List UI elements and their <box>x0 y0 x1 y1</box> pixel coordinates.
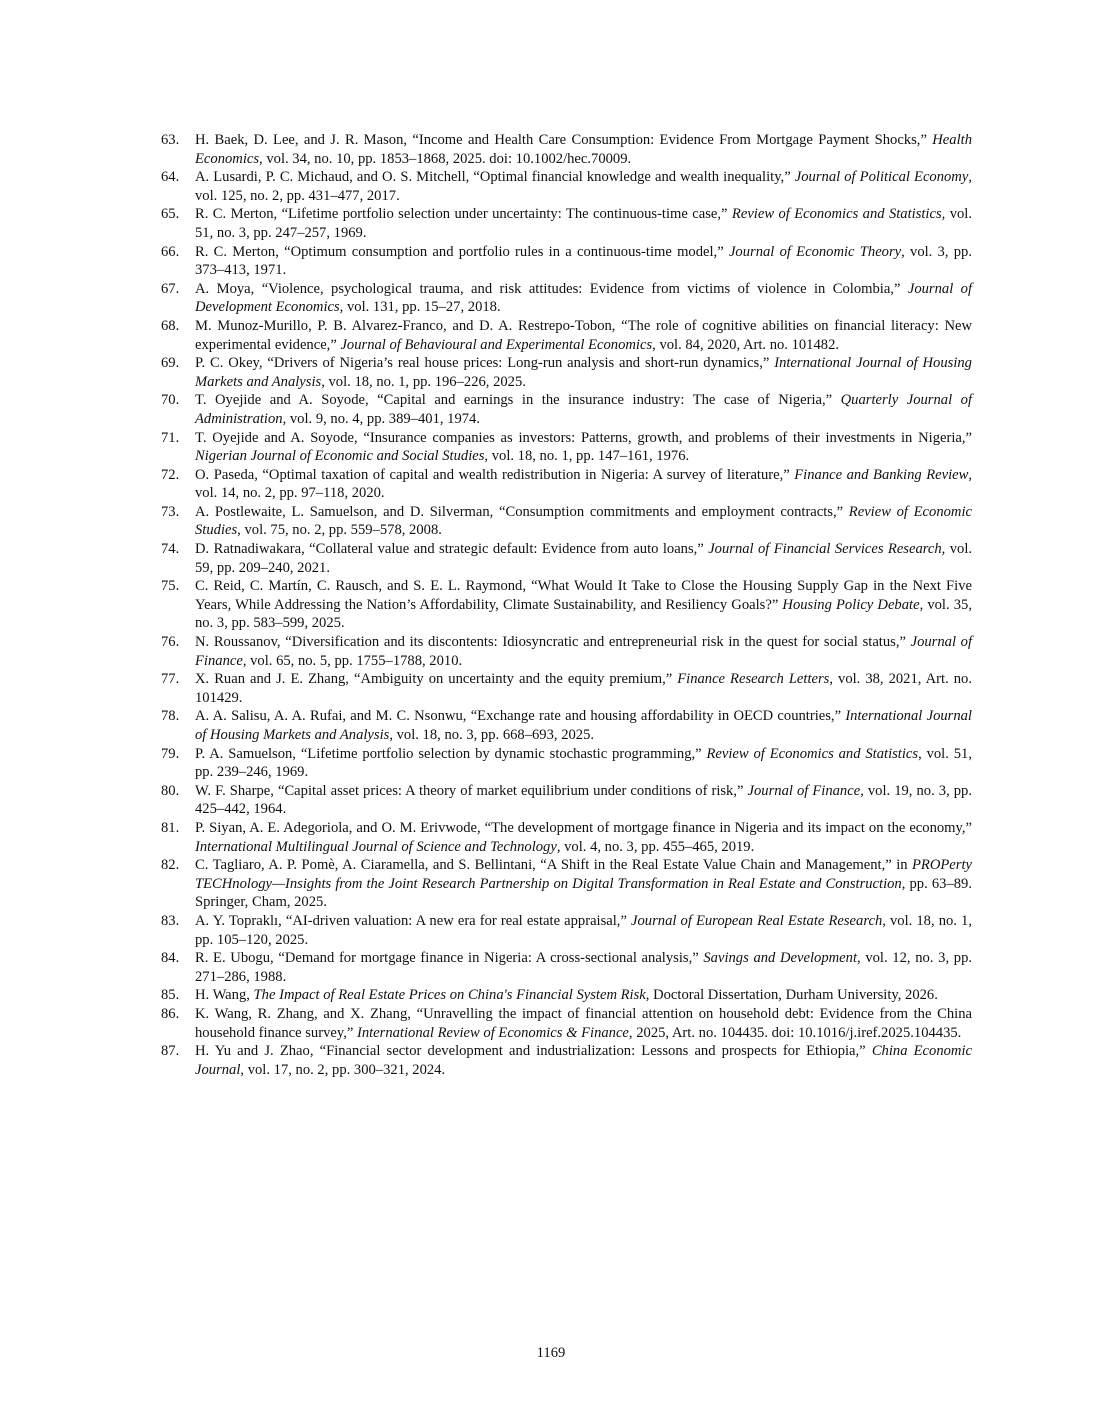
reference-text <box>195 541 972 576</box>
reference-text-segment: , vol. 18, no. 1, pp. 105–120, 2025. <box>195 912 972 948</box>
reference-text <box>195 820 972 855</box>
reference-text-segment: , vol. 65, no. 5, pp. 1755–1788, 2010. <box>242 652 463 669</box>
reference-source-title: Journal of Political Economy <box>794 169 969 186</box>
reference-text-segment: H. Baek, D. Lee, and J. R. Mason, “Income and Health Care Consumption: Evidence From Mortgage Payment Shocks,” <box>195 132 933 148</box>
reference-text-segment: , vol. 59, pp. 209–240, 2021. <box>195 541 973 576</box>
reference-text <box>195 857 972 910</box>
reference-source-title: Journal of European Real Estate Research <box>631 912 883 929</box>
reference-item <box>161 391 972 428</box>
reference-number: 72. <box>161 466 180 483</box>
reference-text-segment: , vol. 34, no. 10, pp. 1853–1868, 2025. doi: 10.1002/hec.70009. <box>259 150 632 167</box>
reference-source-title: Review of Economic Studies <box>195 503 972 539</box>
reference-text-segment: W. F. Sharpe, “Capital asset prices: A theory of market equilibrium under conditions of risk,” <box>195 782 748 799</box>
reference-item <box>161 912 972 949</box>
reference-source-title: International Multilingual Journal of Science and Technology <box>195 838 557 855</box>
reference-text-segment: T. Oyejide and A. Soyode, “Capital and earnings in the insurance industry: The case of Nigeria,” <box>195 392 841 409</box>
reference-item <box>161 633 972 670</box>
reference-source-title: Review of Economics and Statistics <box>706 745 919 762</box>
reference-text-segment: , vol. 14, no. 2, pp. 97–118, 2020. <box>195 466 972 502</box>
reference-text <box>195 578 972 631</box>
reference-text <box>195 392 972 427</box>
reference-text <box>195 430 972 465</box>
reference-text-segment: A. Y. Topraklı, “AI-driven valuation: A new era for real estate appraisal,” <box>195 912 632 929</box>
reference-text-segment: A. Moya, “Violence, psychological trauma, and risk attitudes: Evidence from victims of violence in Colombia,” <box>195 280 908 297</box>
reference-source-title: Journal of Finance <box>747 782 861 799</box>
reference-text-segment: , vol. 3, pp. 373–413, 1971. <box>195 243 972 279</box>
reference-number: 69. <box>161 355 180 372</box>
reference-text-segment: R. E. Ubogu, “Demand for mortgage finance in Nigeria: A cross-sectional analysis,” <box>195 950 704 967</box>
reference-text <box>195 169 972 204</box>
reference-item <box>161 168 972 205</box>
reference-text-segment: T. Oyejide and A. Soyode, “Insurance companies as investors: Patterns, growth, and problems of their investments in Nigeria,” <box>195 429 972 446</box>
reference-item <box>161 670 972 707</box>
reference-number: 70. <box>161 392 180 409</box>
reference-text-segment: , vol. 51, pp. 239–246, 1969. <box>195 745 972 781</box>
reference-text-segment: K. Wang, R. Zhang, and X. Zhang, “Unravelling the impact of financial attention on household debt: Evidence from the China household finance survey,” <box>195 1005 972 1041</box>
reference-text-segment: C. Tagliaro, A. P. Pomè, A. Ciaramella, and S. Bellintani, “A Shift in the Real Estate Value Chain and Management,” in <box>195 857 913 874</box>
reference-number: 79. <box>161 745 180 762</box>
reference-text-segment: P. C. Okey, “Drivers of Nigeria’s real house prices: Long-run analysis and short-run dynamics,” <box>195 355 775 372</box>
reference-number: 76. <box>161 634 180 651</box>
reference-text-segment: A. Lusardi, P. C. Michaud, and O. S. Mitchell, “Optimal financial knowledge and wealth inequality,” <box>195 169 795 186</box>
reference-item <box>161 577 972 633</box>
reference-number: 77. <box>161 671 180 688</box>
reference-text-segment: H. Wang, <box>195 987 254 1004</box>
reference-number: 87. <box>161 1043 180 1060</box>
reference-number: 75. <box>161 578 180 595</box>
reference-text-segment: , vol. 9, no. 4, pp. 389–401, 1974. <box>282 410 480 427</box>
page-number: 1169 <box>536 1345 566 1361</box>
reference-text-segment: , vol. 18, no. 3, pp. 668–693, 2025. <box>389 727 595 743</box>
reference-source-title: Journal of Finance <box>195 634 972 669</box>
reference-item <box>161 949 972 986</box>
reference-source-title: International Journal of Housing Markets and Analysis <box>195 708 972 743</box>
reference-text <box>195 708 972 743</box>
reference-item <box>161 707 972 744</box>
reference-number: 65. <box>161 206 180 223</box>
reference-text <box>195 1006 972 1041</box>
reference-source-title: International Review of Economics & Finance <box>356 1024 629 1041</box>
reference-text-segment: , vol. 12, no. 3, pp. 271–286, 1988. <box>195 950 973 985</box>
reference-text <box>195 634 972 669</box>
reference-text <box>195 467 972 502</box>
reference-text-segment: D. Ratnadiwakara, “Collateral value and strategic default: Evidence from auto loans,” <box>195 541 709 558</box>
reference-text-segment: X. Ruan and J. E. Zhang, “Ambiguity on uncertainty and the equity premium,” <box>195 671 678 688</box>
reference-list <box>161 131 972 1079</box>
reference-item <box>161 503 972 540</box>
reference-source-title: Housing Policy Debate <box>782 596 920 613</box>
reference-text-segment: , vol. 35, no. 3, pp. 583–599, 2025. <box>195 596 972 632</box>
reference-item <box>161 745 972 782</box>
reference-text <box>195 132 972 167</box>
reference-text-segment: , vol. 18, no. 1, pp. 196–226, 2025. <box>321 373 526 390</box>
reference-text-segment: , vol. 75, no. 2, pp. 559–578, 2008. <box>237 522 442 539</box>
reference-text-segment: M. Munoz-Murillo, P. B. Alvarez-Franco, and D. A. Restrepo-Tobon, “The role of cognitive abilities on financial literacy: New experimental evidence,” <box>195 317 972 353</box>
reference-number: 84. <box>161 950 180 967</box>
reference-number: 85. <box>161 987 180 1004</box>
reference-source-title: Quarterly Journal of Administration <box>195 392 972 427</box>
reference-text-segment: A. Postlewaite, L. Samuelson, and D. Silverman, “Consumption commitments and employment contracts,” <box>195 503 849 520</box>
reference-source-title: Health Economics <box>195 132 972 167</box>
reference-text-segment: , vol. 17, no. 2, pp. 300–321, 2024. <box>240 1061 446 1078</box>
reference-item <box>161 280 972 317</box>
reference-item <box>161 466 972 503</box>
reference-text-segment: A. A. Salisu, A. A. Rufai, and M. C. Nsonwu, “Exchange rate and housing affordability in OECD countries,” <box>195 708 846 725</box>
reference-number: 86. <box>161 1005 180 1022</box>
reference-item <box>161 1042 972 1079</box>
reference-text-segment: P. Siyan, A. E. Adegoriola, and O. M. Erivwode, “The development of mortgage finance in Nigeria and its impact on the economy,” <box>195 819 972 836</box>
reference-text <box>195 987 938 1003</box>
reference-number: 73. <box>161 503 180 520</box>
reference-text-segment: , vol. 18, no. 1, pp. 147–161, 1976. <box>484 448 690 465</box>
reference-number: 66. <box>161 243 180 260</box>
reference-number: 74. <box>161 541 180 558</box>
reference-source-title: Journal of Economic Theory <box>728 243 902 260</box>
reference-item <box>161 131 972 168</box>
reference-source-title: Journal of Behavioural and Experimental Economics <box>340 336 653 353</box>
reference-text-segment: R. C. Merton, “Optimum consumption and portfolio rules in a continuous-time model,” <box>195 243 729 260</box>
reference-source-title: PROPerty TECHnology—Insights from the Joint Research Partnership on Digital Transformation in Real Estate and Construction <box>195 857 972 892</box>
reference-source-title: Nigerian Journal of Economic and Social Studies <box>195 448 485 465</box>
reference-source-title: Savings and Development <box>703 950 858 967</box>
reference-source-title: Finance and Banking Review <box>794 466 969 483</box>
reference-text <box>195 206 972 241</box>
reference-text-segment: R. C. Merton, “Lifetime portfolio selection under uncertainty: The continuous-time case,” <box>195 206 732 223</box>
reference-text-segment: , vol. 84, 2020, Art. no. 101482. <box>652 336 840 353</box>
reference-number: 82. <box>161 857 180 874</box>
reference-source-title: Journal of Development Economics <box>195 280 972 316</box>
reference-item <box>161 782 972 819</box>
reference-text-segment: C. Reid, C. Martín, C. Rausch, and S. E. L. Raymond, “What Would It Take to Close the Housing Supply Gap in the Next Five Years, While Addressing the Nation’s Affordability, Climate Sustainability, and Resiliency Goals?” <box>195 578 972 613</box>
reference-source-title: China Economic Journal <box>195 1043 972 1078</box>
reference-text-segment: P. A. Samuelson, “Lifetime portfolio selection by dynamic stochastic programming,” <box>195 745 707 762</box>
reference-number: 63. <box>161 132 180 148</box>
reference-text-segment: , vol. 131, pp. 15–27, 2018. <box>339 299 501 316</box>
reference-text-segment: O. Paseda, “Optimal taxation of capital and wealth redistribution in Nigeria: A survey of literature,” <box>195 466 795 483</box>
reference-number: 81. <box>161 819 180 836</box>
reference-item <box>161 856 972 912</box>
reference-text-segment: , vol. 19, no. 3, pp. 425–442, 1964. <box>195 782 972 818</box>
reference-text-segment: , vol. 125, no. 2, pp. 431–477, 2017. <box>195 169 972 204</box>
reference-text <box>195 281 972 316</box>
reference-text <box>195 671 972 706</box>
reference-item <box>161 429 972 466</box>
reference-text <box>195 913 972 948</box>
reference-text <box>195 783 972 818</box>
reference-number: 80. <box>161 782 180 799</box>
reference-text-segment: N. Roussanov, “Diversification and its discontents: Idiosyncratic and entrepreneurial risk in the quest for social status,” <box>195 634 911 651</box>
reference-text-segment: , vol. 4, no. 3, pp. 455–465, 2019. <box>556 838 755 855</box>
reference-item <box>161 1005 972 1042</box>
reference-text <box>195 355 972 390</box>
reference-item <box>161 243 972 280</box>
reference-text-segment: , Doctoral Dissertation, Durham University, 2026. <box>645 987 938 1004</box>
reference-text-segment: , vol. 51, no. 3, pp. 247–257, 1969. <box>195 206 973 241</box>
reference-text <box>195 950 972 985</box>
reference-item <box>161 205 972 242</box>
reference-number: 64. <box>161 169 180 186</box>
reference-text-segment: , 2025, Art. no. 104435. doi: 10.1016/j.iref.2025.104435. <box>628 1024 962 1041</box>
reference-text-segment: , pp. 63–89. Springer, Cham, 2025. <box>195 875 972 911</box>
reference-item <box>161 317 972 354</box>
reference-number: 83. <box>161 912 180 929</box>
reference-text <box>195 318 972 353</box>
reference-number: 68. <box>161 317 180 334</box>
reference-text-segment: , vol. 38, 2021, Art. no. 101429. <box>195 671 972 706</box>
reference-number: 67. <box>161 280 180 297</box>
reference-number: 71. <box>161 429 180 446</box>
reference-source-title: International Journal of Housing Markets and Analysis <box>195 355 972 390</box>
reference-item <box>161 540 972 577</box>
reference-item <box>161 354 972 391</box>
reference-source-title: The Impact of Real Estate Prices on China's Financial System Risk <box>253 987 646 1004</box>
reference-item <box>161 819 972 856</box>
reference-item <box>161 986 972 1005</box>
reference-text <box>195 746 972 781</box>
reference-text <box>195 244 972 279</box>
reference-text <box>195 1043 972 1078</box>
reference-text-segment: H. Yu and J. Zhao, “Financial sector development and industrialization: Lessons and prospects for Ethiopia,” <box>195 1043 872 1060</box>
reference-text <box>195 504 972 539</box>
reference-source-title: Review of Economics and Statistics <box>731 206 942 223</box>
reference-source-title: Journal of Financial Services Research <box>708 541 942 558</box>
reference-source-title: Finance Research Letters <box>677 671 830 688</box>
reference-number: 78. <box>161 708 180 725</box>
